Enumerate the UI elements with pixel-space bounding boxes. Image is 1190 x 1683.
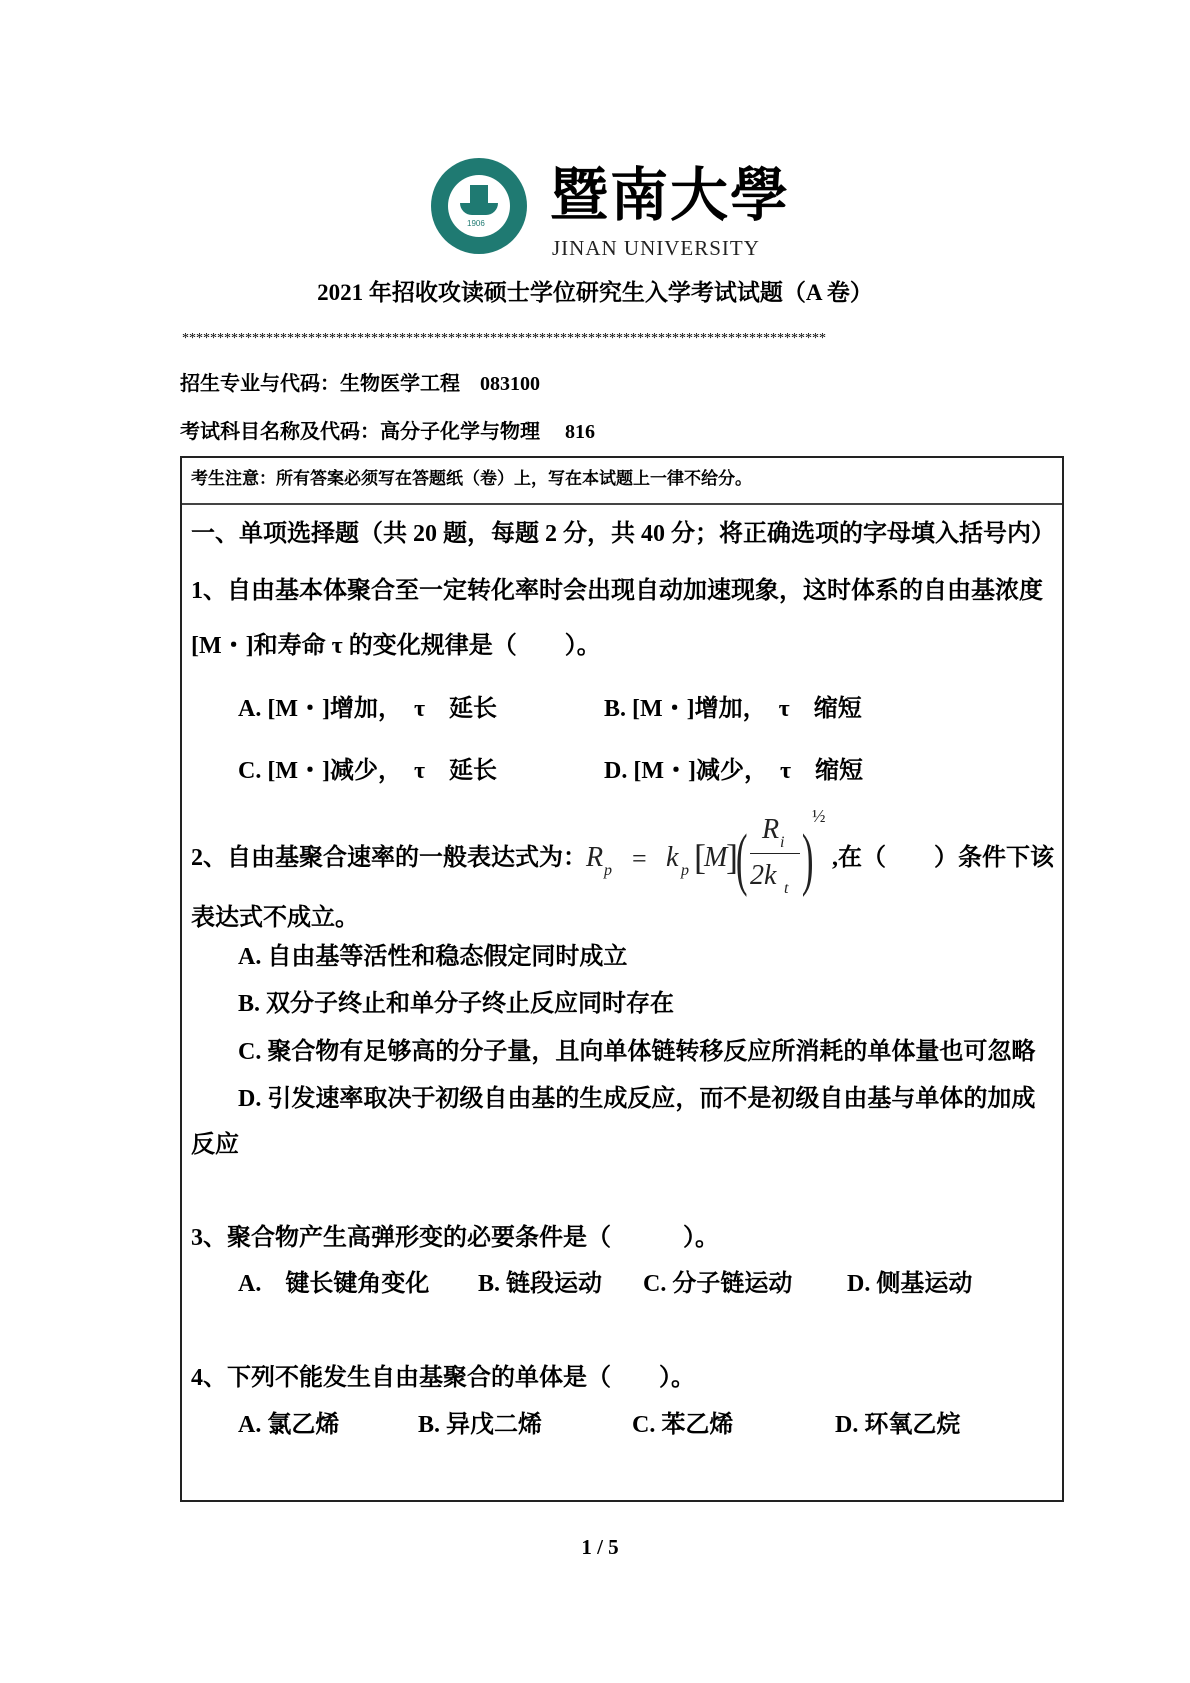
q2-prefix: 2、自由基聚合速率的一般表达式为： xyxy=(191,845,587,871)
section-title: 一、单项选择题（共 20 题，每题 2 分，共 40 分；将正确选项的字母填入括号内） xyxy=(191,521,1055,547)
formula-rp-sub: p xyxy=(604,862,612,879)
q2-line2: 表达式不成立。 xyxy=(191,905,359,931)
q2-option-b: B. 双分子终止和单分子终止反应同时存在 xyxy=(238,991,675,1017)
university-seal-logo xyxy=(431,158,527,254)
q3-option-b: B. 链段运动 xyxy=(478,1271,603,1297)
logo-chinese-name: 暨南大學 xyxy=(550,161,791,229)
q2-suffix: ,在（ ）条件下该 xyxy=(832,845,1054,871)
q1-line2: [M・]和寿命 τ 的变化规律是（ ）。 xyxy=(191,633,601,659)
q3-option-d: D. 侧基运动 xyxy=(847,1271,973,1297)
major-code: 招生专业与代码：生物医学工程 083100 xyxy=(180,373,540,395)
logo-english-name: JINAN UNIVERSITY xyxy=(552,236,760,260)
q2-option-d: D. 引发速率取决于初级自由基的生成反应，而不是初级自由基与单体的加成 xyxy=(238,1086,1036,1112)
seal-year: 1906 xyxy=(467,219,485,228)
q1-option-a: A. [M・]增加， τ 延长 xyxy=(238,696,498,722)
formula-exponent: ½ xyxy=(812,806,826,826)
notice: 考生注意：所有答案必须写在答题纸（卷）上，写在本试题上一律不给分。 xyxy=(191,469,752,488)
q4-option-d: D. 环氧乙烷 xyxy=(835,1412,961,1438)
q4-line1: 4、下列不能发生自由基聚合的单体是（ ）。 xyxy=(191,1365,695,1391)
formula-ri-sub: i xyxy=(780,834,785,851)
exam-title: 2021 年招收攻读硕士学位研究生入学考试试题（A 卷） xyxy=(317,280,873,305)
q3-option-a: A. 键长键角变化 xyxy=(238,1271,430,1297)
q4-option-a: A. 氯乙烯 xyxy=(238,1412,340,1438)
formula-eq: = xyxy=(632,844,647,873)
q2-option-c: C. 聚合物有足够高的分子量，且向单体链转移反应所消耗的单体量也可忽略 xyxy=(238,1039,1036,1065)
q1-option-b: B. [M・]增加， τ 缩短 xyxy=(604,696,862,722)
subject-code: 考试科目名称及代码：高分子化学与物理 816 xyxy=(180,421,595,443)
formula-kp: k xyxy=(666,842,679,873)
page-number: 1 / 5 xyxy=(581,1535,619,1559)
formula-rp: R xyxy=(586,842,604,873)
formula-m: M xyxy=(704,842,728,873)
question-box xyxy=(180,456,1064,1502)
q1-option-c: C. [M・]减少， τ 延长 xyxy=(238,758,498,784)
divider xyxy=(182,503,1062,505)
formula-ri: R xyxy=(762,814,780,845)
q1-option-d: D. [M・]减少， τ 缩短 xyxy=(604,758,864,784)
q1-line1: 1、自由基本体聚合至一定转化率时会出现自动加速现象，这时体系的自由基浓度 xyxy=(191,578,1043,604)
separator-line: ******************************************************************************************** xyxy=(182,332,826,346)
q3-option-c: C. 分子链运动 xyxy=(643,1271,793,1297)
q4-option-c: C. 苯乙烯 xyxy=(632,1412,734,1438)
formula-2kt: 2k xyxy=(750,860,777,891)
formula-2kt-sub: t xyxy=(784,880,789,897)
q2-option-d-cont: 反应 xyxy=(191,1132,239,1158)
q2-option-a: A. 自由基等活性和稳态假定同时成立 xyxy=(238,944,628,970)
q4-option-b: B. 异戊二烯 xyxy=(418,1412,543,1438)
formula-kp-sub: p xyxy=(681,862,689,879)
q3-line1: 3、聚合物产生高弹形变的必要条件是（ ）。 xyxy=(191,1225,719,1251)
